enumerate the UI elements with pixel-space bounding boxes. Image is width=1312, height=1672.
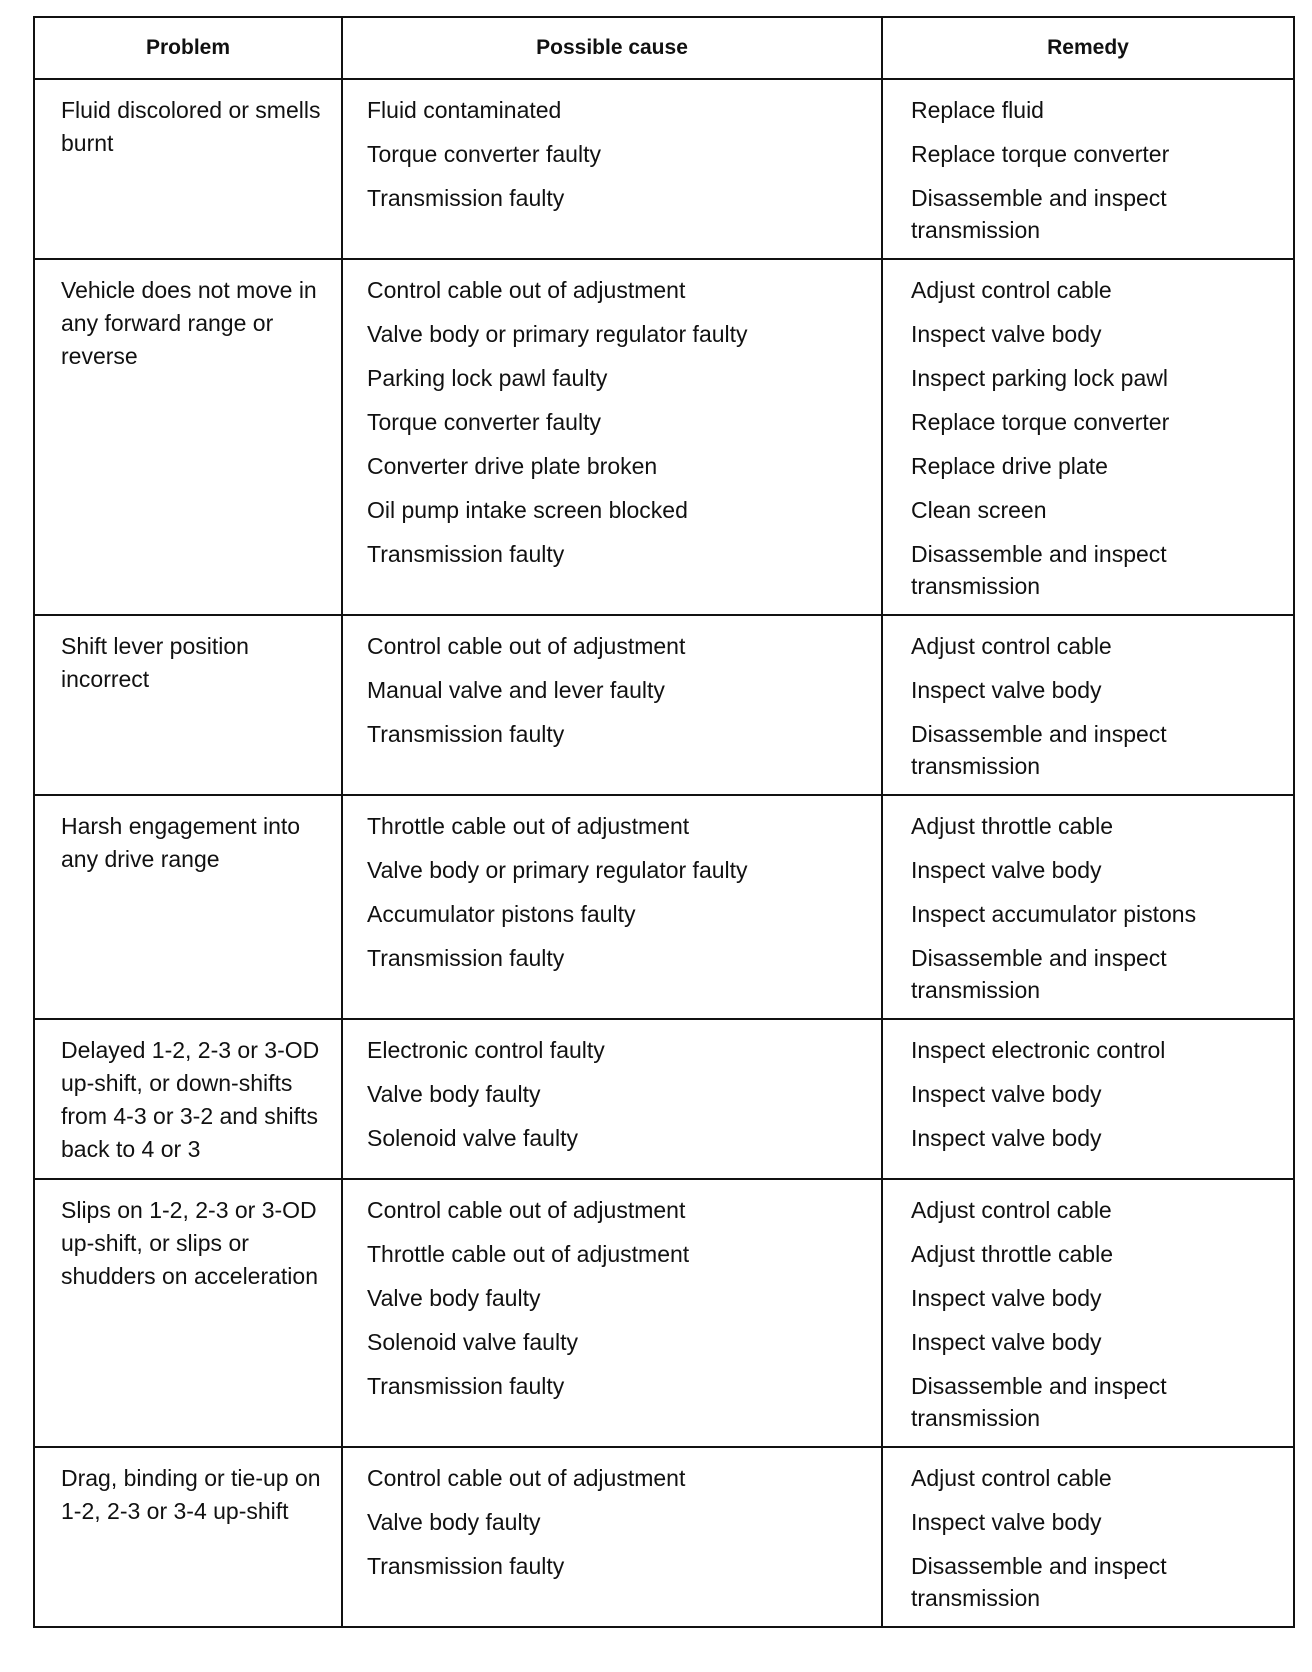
cause-item: Transmission faulty — [367, 1553, 565, 1579]
remedy-item: Inspect electronic control — [911, 1037, 1166, 1063]
remedy-item: Replace torque converter — [911, 409, 1170, 435]
cause-item: Oil pump intake screen blocked — [367, 497, 688, 523]
cause-cell — [342, 1019, 882, 1179]
cause-item: Control cable out of adjustment — [367, 1465, 686, 1491]
table-row — [34, 1019, 1294, 1179]
remedy-item: Inspect parking lock pawl — [911, 365, 1168, 391]
remedy-item: Inspect valve body — [911, 1509, 1102, 1535]
cause-item: Valve body faulty — [367, 1081, 541, 1107]
remedy-item: Disassemble and inspect transmission — [911, 945, 1167, 1003]
remedy-item: Adjust control cable — [911, 277, 1112, 303]
cause-item: Transmission faulty — [367, 185, 565, 211]
problem-text: Drag, binding or tie-up on 1-2, 2-3 or 3-4 up-shift — [61, 1465, 321, 1524]
problem-text: Harsh engagement into any drive range — [61, 813, 301, 872]
problem-text: Delayed 1-2, 2-3 or 3-OD up-shift, or down-shifts from 4-3 or 3-2 and shifts back to 4 or 3 — [61, 1037, 320, 1162]
cause-item: Control cable out of adjustment — [367, 633, 686, 659]
remedy-item: Disassemble and inspect transmission — [911, 1373, 1167, 1431]
cause-cell — [342, 79, 882, 259]
remedy-cell — [882, 1019, 1294, 1179]
problem-cell — [34, 79, 342, 259]
header-problem: Problem — [34, 17, 342, 79]
remedy-item: Adjust control cable — [911, 633, 1112, 659]
header-row — [34, 17, 1294, 79]
table-row — [34, 1179, 1294, 1447]
remedy-item: Disassemble and inspect transmission — [911, 721, 1167, 779]
remedy-item: Inspect valve body — [911, 1285, 1102, 1311]
remedy-item: Disassemble and inspect transmission — [911, 541, 1167, 599]
table-row — [34, 1447, 1294, 1627]
cause-item: Solenoid valve faulty — [367, 1329, 578, 1355]
problem-text: Vehicle does not move in any forward range or reverse — [61, 277, 317, 369]
problem-text: Fluid discolored or smells burnt — [61, 97, 321, 156]
cause-item: Throttle cable out of adjustment — [367, 813, 690, 839]
remedy-item: Disassemble and inspect transmission — [911, 1553, 1167, 1611]
cause-item: Valve body or primary regulator faulty — [367, 857, 748, 883]
cause-item: Electronic control faulty — [367, 1037, 605, 1063]
remedy-item: Inspect valve body — [911, 1081, 1102, 1107]
remedy-cell — [882, 615, 1294, 795]
table-row — [34, 259, 1294, 615]
remedy-item: Adjust control cable — [911, 1465, 1112, 1491]
cause-cell — [342, 259, 882, 615]
cause-cell — [342, 795, 882, 1019]
cause-item: Transmission faulty — [367, 1373, 565, 1399]
remedy-cell — [882, 1447, 1294, 1627]
remedy-cell — [882, 79, 1294, 259]
table-row — [34, 795, 1294, 1019]
cause-item: Converter drive plate broken — [367, 453, 658, 479]
remedy-item: Adjust control cable — [911, 1197, 1112, 1223]
cause-item: Manual valve and lever faulty — [367, 677, 665, 703]
remedy-cell — [882, 259, 1294, 615]
problem-cell — [34, 1179, 342, 1447]
cause-item: Throttle cable out of adjustment — [367, 1241, 690, 1267]
cause-item: Control cable out of adjustment — [367, 277, 686, 303]
cause-cell — [342, 615, 882, 795]
header-remedy: Remedy — [882, 17, 1294, 79]
cause-item: Accumulator pistons faulty — [367, 901, 636, 927]
table-row — [34, 79, 1294, 259]
remedy-item: Replace drive plate — [911, 453, 1108, 479]
remedy-item: Adjust throttle cable — [911, 1241, 1114, 1267]
remedy-item: Replace torque converter — [911, 141, 1170, 167]
cause-cell — [342, 1447, 882, 1627]
cause-item: Transmission faulty — [367, 541, 565, 567]
cause-item: Control cable out of adjustment — [367, 1197, 686, 1223]
remedy-item: Inspect valve body — [911, 857, 1102, 883]
troubleshooting-table — [33, 16, 1295, 1628]
cause-item: Transmission faulty — [367, 945, 565, 971]
cause-item: Parking lock pawl faulty — [367, 365, 608, 391]
header-possible-cause: Possible cause — [342, 17, 882, 79]
remedy-item: Inspect valve body — [911, 677, 1102, 703]
table-row — [34, 615, 1294, 795]
problem-cell — [34, 795, 342, 1019]
remedy-item: Inspect valve body — [911, 1329, 1102, 1355]
cause-item: Valve body faulty — [367, 1509, 541, 1535]
remedy-item: Inspect valve body — [911, 1125, 1102, 1151]
remedy-item: Clean screen — [911, 497, 1047, 523]
table-body — [34, 79, 1294, 1627]
cause-item: Valve body faulty — [367, 1285, 541, 1311]
cause-item: Solenoid valve faulty — [367, 1125, 578, 1151]
cause-item: Valve body or primary regulator faulty — [367, 321, 748, 347]
remedy-item: Adjust throttle cable — [911, 813, 1114, 839]
cause-item: Torque converter faulty — [367, 141, 601, 167]
remedy-cell — [882, 1179, 1294, 1447]
problem-cell — [34, 615, 342, 795]
problem-text: Slips on 1-2, 2-3 or 3-OD up-shift, or slips or shudders on acceleration — [61, 1197, 318, 1289]
cause-item: Transmission faulty — [367, 721, 565, 747]
cause-item: Fluid contaminated — [367, 97, 562, 123]
cause-item: Torque converter faulty — [367, 409, 601, 435]
cause-cell — [342, 1179, 882, 1447]
remedy-item: Inspect valve body — [911, 321, 1102, 347]
problem-cell — [34, 259, 342, 615]
remedy-item: Replace fluid — [911, 97, 1044, 123]
remedy-cell — [882, 795, 1294, 1019]
problem-cell — [34, 1019, 342, 1179]
problem-cell — [34, 1447, 342, 1627]
remedy-item: Inspect accumulator pistons — [911, 901, 1197, 927]
remedy-item: Disassemble and inspect transmission — [911, 185, 1167, 243]
problem-text: Shift lever position incorrect — [61, 633, 249, 692]
